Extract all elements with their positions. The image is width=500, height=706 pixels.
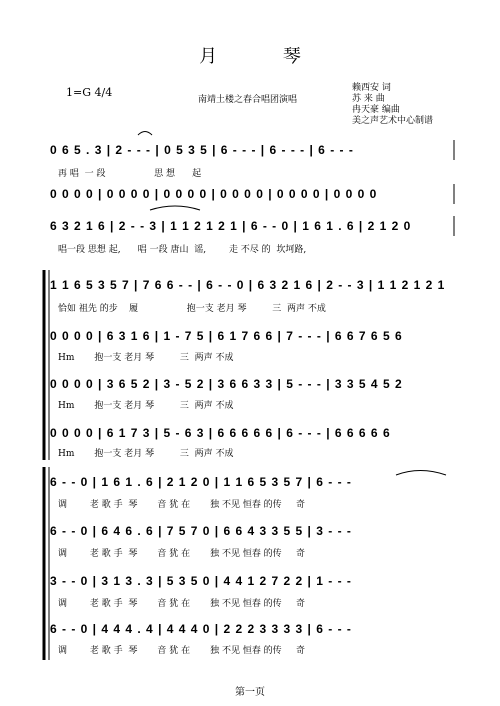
performer: 南靖土楼之春合唱团演唱 (198, 95, 298, 105)
s3-part2-lyric: 调 老 歌 手 琴 音 犹 在 独 不见 恒春 的传 奇 (58, 549, 305, 559)
tie (396, 471, 446, 476)
page-footer: 第一页 (235, 687, 265, 698)
credit-lyricist: 赖西安 词 (352, 83, 391, 93)
score-title: 月 琴 (199, 46, 331, 67)
credit-engraver: 美之声艺术中心制谱 (352, 116, 434, 126)
s2-part2: 0 0 0 0 | 6 3 1 6 | 1 - 7 5 | 6 1 7 6 6 | 7 - - - | 6 6 7 6 5 6 (50, 329, 403, 343)
s3-part3: 3 - - 0 | 3 1 3 . 3 | 5 3 5 0 | 4 4 1 2 7 2 2 | 1 - - - (50, 574, 352, 588)
s1-melody-2: 6 3 2 1 6 | 2 - - 3 | 1 1 2 1 2 1 | 6 - - 0 | 1 6 1 . 6 | 2 1 2 0 (50, 219, 412, 233)
s2-part1-lyric: 恰如 祖先 的步 履 抱一支 老月 琴 三 两声 不成 (58, 304, 326, 314)
s3-part4: 6 - - 0 | 4 4 4 . 4 | 4 4 4 0 | 2 2 2 3 3 3 3 | 6 - - - (50, 622, 352, 636)
credit-composer: 苏 来 曲 (352, 94, 385, 104)
s1-lyric: 再 唱 一 段 思 想 起 (58, 169, 202, 179)
tie (150, 206, 200, 210)
fermata (138, 132, 152, 136)
s3-part1-lyric: 调 老 歌 手 琴 音 犹 在 独 不见 恒春 的传 奇 (58, 500, 305, 510)
key-signature: 1=G 4/4 (66, 86, 113, 99)
s1-melody: 0 6 5 . 3 | 2 - - - | 0 5 3 5 | 6 - - - | 6 - - - | 6 - - - (50, 143, 354, 157)
s1-accompaniment: 0 0 0 0 | 0 0 0 0 | 0 0 0 0 | 0 0 0 0 | 0 0 0 0 | 0 0 0 0 (50, 187, 378, 201)
s1-lyric-2: 唱一段 思想 起, 唱 一段 唐山 谣, 走 不尽 的 坎坷路, (58, 245, 307, 255)
s2-part4-lyric: Hm 抱一支 老月 琴 三 两声 不成 (58, 449, 234, 459)
s3-part3-lyric: 调 老 歌 手 琴 音 犹 在 独 不见 恒春 的传 奇 (58, 599, 305, 609)
s2-part4: 0 0 0 0 | 6 1 7 3 | 5 - 6 3 | 6 6 6 6 6 | 6 - - - | 6 6 6 6 6 (50, 426, 391, 440)
s3-part2: 6 - - 0 | 6 4 6 . 6 | 7 5 7 0 | 6 6 4 3 3 5 5 | 3 - - - (50, 524, 352, 538)
s2-part3-lyric: Hm 抱一支 老月 琴 三 两声 不成 (58, 401, 234, 411)
s2-part3: 0 0 0 0 | 3 6 5 2 | 3 - 5 2 | 3 6 6 3 3 | 5 - - - | 3 3 5 4 5 2 (50, 377, 403, 391)
s2-part1: 1 1 6 5 3 5 7 | 7 6 6 - - | 6 - - 0 | 6 3 2 1 6 | 2 - - 3 | 1 1 2 1 2 1 (50, 278, 446, 292)
s3-part4-lyric: 调 老 歌 手 琴 音 犹 在 独 不见 恒春 的传 奇 (58, 646, 305, 656)
credit-arranger: 冉天豪 编曲 (352, 105, 400, 115)
s3-part1: 6 - - 0 | 1 6 1 . 6 | 2 1 2 0 | 1 1 6 5 3 5 7 | 6 - - - (50, 475, 352, 489)
s2-part2-lyric: Hm 抱一支 老月 琴 三 两声 不成 (58, 353, 234, 363)
